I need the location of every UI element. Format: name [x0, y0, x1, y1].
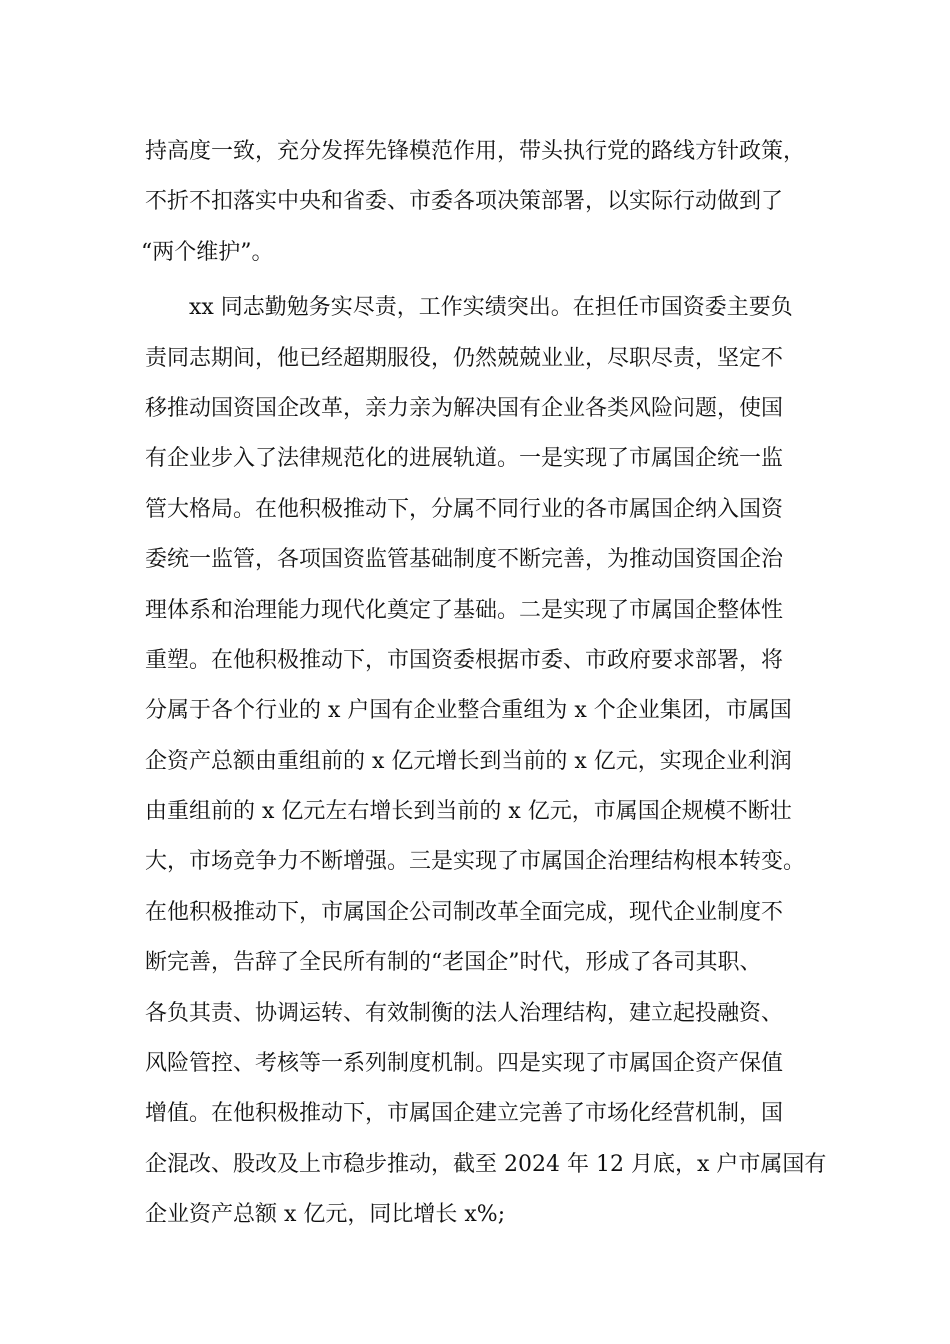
text-line: 理体系和治理能力现代化奠定了基础。二是实现了市属国企整体性	[145, 597, 784, 623]
text-line: 持高度一致，充分发挥先锋模范作用，带头执行党的路线方针政策，	[145, 139, 806, 164]
text-line: 增值。在他积极推动下，市属国企建立完善了市场化经营机制，国	[145, 1101, 784, 1127]
text-line: 责同志期间，他已经超期服役，仍然兢兢业业，尽职尽责，坚定不	[145, 345, 784, 371]
paragraph	[141, 127, 825, 278]
text-line: 大，市场竞争力不断增强。三是实现了市属国企治理结构根本转变。	[145, 849, 806, 875]
paragraph	[145, 283, 825, 1240]
text-line: “两个维护”。	[141, 239, 274, 265]
text-line: 不折不扣落实中央和省委、市委各项决策部署，以实际行动做到了	[145, 189, 784, 215]
text-line: 管大格局。在他积极推动下，分属不同行业的各市属国企纳入国资	[145, 496, 784, 522]
text-line: 在他积极推动下，市属国企公司制改革全面完成，现代企业制度不	[145, 899, 784, 925]
document-body	[141, 127, 827, 1241]
text-line: 分属于各个行业的 x 户国有企业整合重组为 x 个企业集团，市属国	[145, 698, 792, 724]
text-line: 委统一监管，各项国资监管基础制度不断完善，为推动国资国企治	[145, 547, 784, 573]
text-line: 企资产总额由重组前的 x 亿元增长到当前的 x 亿元，实现企业利润	[145, 748, 792, 774]
text-line: 移推动国资国企改革，亲力亲为解决国有企业各类风险问题，使国	[145, 395, 784, 421]
text-line: 企业资产总额 x 亿元，同比增长 x%;	[145, 1202, 506, 1228]
text-line: 有企业步入了法律规范化的进展轨道。一是实现了市属国企统一监	[145, 446, 784, 472]
text-line: 由重组前的 x 亿元左右增长到当前的 x 亿元，市属国企规模不断壮	[145, 799, 792, 825]
text-line: 各负其责、协调运转、有效制衡的法人治理结构，建立起投融资、	[145, 1000, 784, 1026]
text-line: 重塑。在他积极推动下，市国资委根据市委、市政府要求部署，将	[145, 647, 784, 673]
text-line: 风险管控、考核等一系列制度机制。四是实现了市属国企资产保值	[145, 1051, 784, 1077]
text-line: xx 同志勤勉务实尽责，工作实绩突出。在担任市国资委主要负	[189, 295, 793, 321]
text-line: 企混改、股改及上市稳步推动，截至 2024 年 12 月底，x 户市属国有	[145, 1151, 827, 1177]
text-line: 断完善，告辞了全民所有制的“老国企”时代，形成了各司其职、	[145, 950, 762, 976]
